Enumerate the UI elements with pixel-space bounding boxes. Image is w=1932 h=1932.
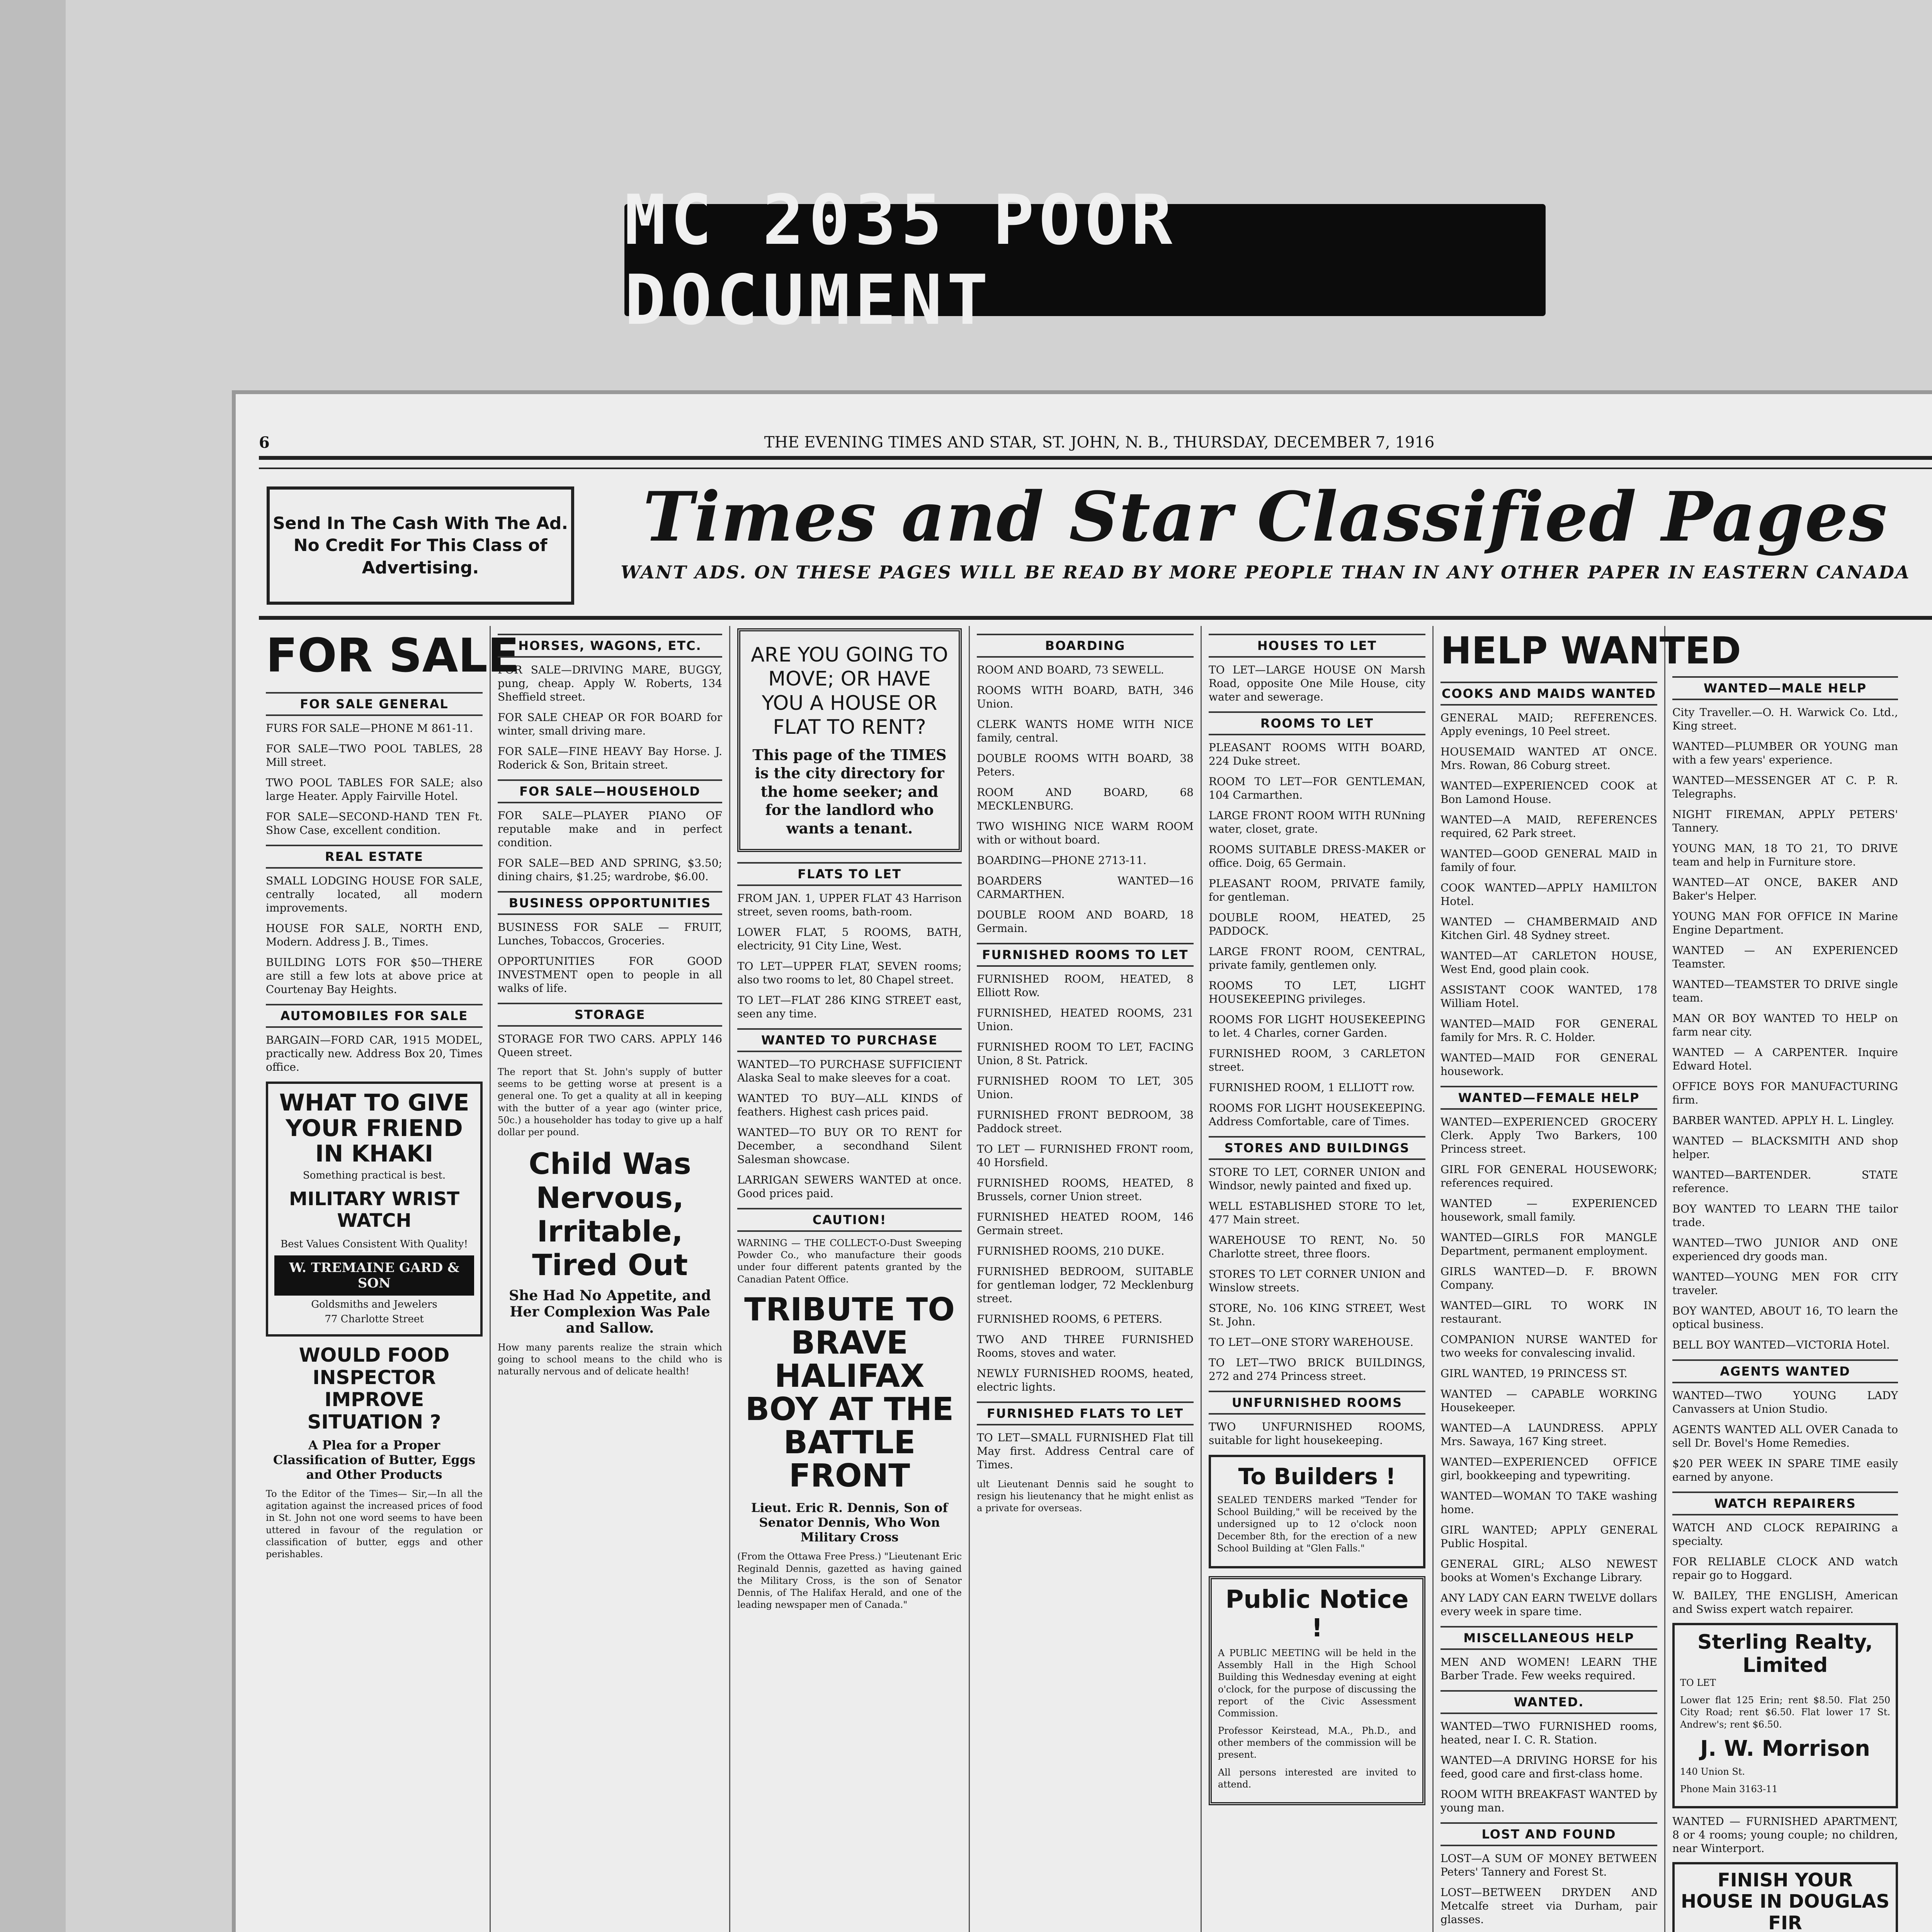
help-wanted-heading: HELP WANTED <box>1440 629 1741 672</box>
masthead <box>259 429 1932 460</box>
classified-ad: WANTED — BLACKSMITH AND shop helper. <box>1672 1134 1898 1161</box>
section-heading: STORAGE <box>498 1003 722 1027</box>
classified-ad: TWO POOL TABLES FOR SALE; also large Heater. Apply Fairville Hotel. <box>266 776 483 803</box>
douglas-heading: FINISH YOUR HOUSE IN DOUGLAS FIR <box>1680 1869 1890 1932</box>
classified-ad: ROOMS FOR LIGHT HOUSEKEEPING. Address Comfortable, care of Times. <box>1209 1102 1425 1128</box>
child-headline-2: Irritable, Tired Out <box>532 1214 688 1282</box>
classified-ad: FURS FOR SALE—PHONE M 861-11. <box>266 722 473 735</box>
section-heading: AUTOMOBILES FOR SALE <box>266 1004 483 1028</box>
public-notice-sig: Professor Keirstead, M.A., Ph.D., and other members of the commission will be present. <box>1218 1725 1416 1760</box>
classified-ad: WANTED—GIRL TO WORK IN restaurant. <box>1440 1299 1657 1325</box>
classified-ad: FURNISHED ROOM TO LET, 305 Union. <box>977 1075 1194 1101</box>
classified-ad: COOK WANTED—APPLY HAMILTON Hotel. <box>1440 881 1657 908</box>
classified-ad: OFFICE BOYS FOR MANUFACTURING firm. <box>1672 1080 1898 1106</box>
classified-ad: WANTED—TO BUY OR TO RENT for December, a secondhand Silent Salesman showcase. <box>737 1126 962 1166</box>
classified-ad: WANTED—AT ONCE, BAKER AND Baker's Helper. <box>1672 876 1898 902</box>
classified-ad: WANTED—MAID FOR GENERAL housework. <box>1440 1051 1657 1078</box>
classified-ad: HOUSEMAID WANTED AT ONCE. Mrs. Rowan, 86 Coburg street. <box>1440 745 1657 772</box>
builders-heading: To Builders ! <box>1238 1463 1396 1490</box>
section-heading: WANTED—FEMALE HELP <box>1440 1086 1657 1110</box>
classified-ad: WAREHOUSE TO RENT, No. 50 Charlotte street, three floors. <box>1209 1234 1425 1260</box>
sterling-heading: Sterling Realty, Limited <box>1697 1631 1873 1677</box>
column-male-help <box>1665 626 1905 1932</box>
section-heading: FURNISHED ROOMS TO LET <box>977 943 1194 967</box>
sterling-sub: TO LET <box>1680 1677 1716 1688</box>
classified-ad: CLERK WANTS HOME WITH NICE family, central. <box>977 718 1194 744</box>
poor-document-banner: MC 2035 POOR DOCUMENT <box>624 204 1546 316</box>
classified-ad: ROOMS FOR LIGHT HOUSEKEEPING to let. 4 Charles, corner Garden. <box>1209 1013 1425 1039</box>
khaki-addr: 77 Charlotte Street <box>325 1313 424 1325</box>
section-heading: WANTED—MALE HELP <box>1672 676 1898 700</box>
classified-ad: FURNISHED ROOM, 1 ELLIOTT row. <box>1209 1081 1415 1094</box>
classified-ad: BELL BOY WANTED—VICTORIA Hotel. <box>1672 1338 1890 1351</box>
page-subtitle: WANT ADS. ON THESE PAGES WILL BE READ BY MORE PEOPLE THAN IN ANY OTHER PAPER IN EASTERN CANADA <box>621 562 1910 583</box>
classified-ad: SMALL LODGING HOUSE FOR SALE, centrally located, all modern improvements. <box>266 874 483 914</box>
column-horses <box>491 626 730 1932</box>
classified-ad: FOR SALE CHEAP OR FOR BOARD for winter, small driving mare. <box>498 711 722 737</box>
butter-article-body: The report that St. John's supply of butter seems to be getting worse at present is a general one. To get a quality at all in keeping with the butter of a year ago (winter price, 50c.) a householder has today to give up a half dollar per pound. <box>498 1066 722 1138</box>
classified-ad: TO LET—ONE STORY WAREHOUSE. <box>1209 1336 1414 1349</box>
columns <box>259 626 1932 1932</box>
classified-ad: ANY LADY CAN EARN TWELVE dollars every week in spare time. <box>1440 1592 1657 1618</box>
public-notice <box>1209 1576 1425 1805</box>
classified-ad: FURNISHED FRONT BEDROOM, 38 Paddock street. <box>977 1109 1194 1135</box>
child-article <box>498 1147 722 1378</box>
classified-ad: WELL ESTABLISHED STORE TO let, 477 Main street. <box>1209 1200 1425 1226</box>
classified-ad: WANTED—A MAID, REFERENCES required, 62 Park street. <box>1440 813 1657 840</box>
classified-ad: WANTED—TWO FURNISHED rooms, heated, near I. C. R. Station. <box>1440 1720 1657 1746</box>
classified-ad: HOUSE FOR SALE, NORTH END, Modern. Address J. B., Times. <box>266 922 483 948</box>
classified-ad: WANTED—EXPERIENCED GROCERY Clerk. Apply Two Barkers, 100 Princess street. <box>1440 1116 1657 1155</box>
classified-ad: WANTED—TO PURCHASE SUFFICIENT Alaska Seal to make sleeves for a coat. <box>737 1058 962 1085</box>
classified-ad: WANTED—GIRLS FOR MANGLE Department, permanent employment. <box>1440 1231 1657 1257</box>
classified-ad: DOUBLE ROOM, HEATED, 25 PADDOCK. <box>1209 911 1425 937</box>
section-heading: LOST AND FOUND <box>1440 1822 1657 1846</box>
classified-ad: BUSINESS FOR SALE — FRUIT, Lunches, Tobaccos, Groceries. <box>498 921 722 947</box>
classified-ad: ROOM TO LET—FOR GENTLEMAN, 104 Carmarthen. <box>1209 775 1425 801</box>
sterling-phone: Phone Main 3163-11 <box>1680 1783 1778 1794</box>
section-heading: FURNISHED FLATS TO LET <box>977 1401 1194 1425</box>
classified-ad: YOUNG MAN, 18 TO 21, TO DRIVE team and help in Furniture store. <box>1672 842 1898 868</box>
classified-ad: WANTED—A DRIVING HORSE for his feed, good care and first-class home. <box>1440 1754 1657 1780</box>
for-sale-heading: FOR SALE <box>266 629 519 683</box>
classified-ad: FOR SALE—FINE HEAVY Bay Horse. J. Roderick & Son, Britain street. <box>498 745 722 771</box>
classified-ad: MAN OR BOY WANTED TO HELP on farm near city. <box>1672 1012 1898 1038</box>
film-edge-left <box>0 0 66 1932</box>
cash-notice: Send In The Cash With The Ad. No Credit For This Class of Advertising. <box>267 486 574 605</box>
classified-ad: MEN AND WOMEN! LEARN THE Barber Trade. Few weeks required. <box>1440 1656 1657 1682</box>
newspaper-page <box>232 390 1932 1932</box>
tribute-body: (From the Ottawa Free Press.) "Lieutenant Eric Reginald Dennis, gazetted as having gained the Military Cross, is the son of Senator Dennis, of The Halifax Herald, and one of the leading newspaper men of Canada." <box>737 1551 962 1611</box>
builders-notice <box>1209 1455 1425 1568</box>
public-notice-body: A PUBLIC MEETING will be held in the Assembly Hall in the High School Building this Wednesday evening at eight o'clock, for the purpose of discussing the report of the Civic Assessment Commission. <box>1218 1647 1416 1719</box>
classified-ad: FURNISHED ROOM, HEATED, 8 Elliott Row. <box>977 973 1194 999</box>
classified-ad: TWO UNFURNISHED ROOMS, suitable for light housekeeping. <box>1209 1420 1425 1447</box>
column-flats <box>730 626 970 1932</box>
section-heading: HOUSES TO LET <box>1209 634 1425 658</box>
classified-ad: WANTED—A LAUNDRESS. APPLY Mrs. Sawaya, 167 King street. <box>1440 1422 1657 1448</box>
classified-ad: FOR SALE—BED AND SPRING, $3.50; dining chairs, $1.25; wardrobe, $6.00. <box>498 857 722 883</box>
section-heading: FOR SALE GENERAL <box>266 692 483 716</box>
classified-ad: DOUBLE ROOM AND BOARD, 18 Germain. <box>977 908 1194 935</box>
classified-ad: $20 PER WEEK IN SPARE TIME easily earned by anyone. <box>1672 1457 1898 1483</box>
classified-ad: NEWLY FURNISHED ROOMS, heated, electric lights. <box>977 1367 1194 1393</box>
section-heading: WANTED TO PURCHASE <box>737 1028 962 1052</box>
classified-ad: FURNISHED ROOM TO LET, FACING Union, 8 St. Patrick. <box>977 1041 1194 1067</box>
classified-ad: BARBER WANTED. APPLY H. L. Lingley. <box>1672 1114 1895 1127</box>
caution-body: WARNING — THE COLLECT-O-Dust Sweeping Powder Co., who manufacture their goods under four different patents granted by the Canadian Patent Office. <box>737 1238 962 1285</box>
classified-ad: WANTED—GOOD GENERAL MAID in family of four. <box>1440 847 1657 874</box>
classified-ad: ROOMS TO LET, LIGHT HOUSEKEEPING privileges. <box>1209 979 1425 1005</box>
khaki-watch: MILITARY WRIST WATCH <box>289 1188 460 1231</box>
classified-ad: TO LET — FURNISHED FRONT room, 40 Horsfield. <box>977 1143 1194 1169</box>
classified-ad: LOST—A SUM OF MONEY BETWEEN Peters' Tannery and Forest St. <box>1440 1852 1657 1878</box>
classified-ad: TWO WISHING NICE WARM ROOM with or without board. <box>977 820 1194 846</box>
classified-ad: TO LET—LARGE HOUSE ON Marsh Road, opposite One Mile House, city water and sewerage. <box>1209 663 1425 703</box>
classified-ad: WANTED—TWO YOUNG LADY Canvassers at Union Studio. <box>1672 1389 1898 1415</box>
classified-ad: GIRL FOR GENERAL HOUSEWORK; references required. <box>1440 1163 1657 1189</box>
classified-ad: TO LET—UPPER FLAT, SEVEN rooms; also two rooms to let, 80 Chapel street. <box>737 960 962 986</box>
classified-ad: FURNISHED ROOM, 3 CARLETON street. <box>1209 1047 1425 1073</box>
classified-ad: ROOM AND BOARD, 68 MECKLENBURG. <box>977 786 1194 812</box>
classified-ad: GENERAL MAID; REFERENCES. Apply evenings, 10 Peel street. <box>1440 711 1657 738</box>
classified-ad: WANTED — EXPERIENCED housework, small family. <box>1440 1197 1657 1223</box>
classified-ad: WATCH AND CLOCK REPAIRING a specialty. <box>1672 1521 1898 1548</box>
classified-ad: ASSISTANT COOK WANTED, 178 William Hotel. <box>1440 983 1657 1010</box>
douglas-fir-ad <box>1672 1862 1898 1932</box>
classified-ad: City Traveller.—O. H. Warwick Co. Ltd., King street. <box>1672 706 1898 732</box>
classified-ad: FURNISHED ROOMS, HEATED, 8 Brussels, corner Union street. <box>977 1177 1194 1203</box>
child-deck: She Had No Appetite, and Her Complexion Was Pale and Sallow. <box>509 1287 711 1336</box>
classified-ad: STORES TO LET CORNER UNION and Winslow streets. <box>1209 1268 1425 1294</box>
classified-ad: GIRL WANTED; APPLY GENERAL Public Hospital. <box>1440 1524 1657 1550</box>
section-heading: STORES AND BUILDINGS <box>1209 1136 1425 1160</box>
section-heading: MISCELLANEOUS HELP <box>1440 1626 1657 1650</box>
section-heading: BOARDING <box>977 634 1194 658</box>
classified-ad: FURNISHED ROOMS, 6 PETERS. <box>977 1313 1162 1325</box>
section-heading: HORSES, WAGONS, ETC. <box>498 634 722 658</box>
tribute-headline: TRIBUTE TO BRAVE HALIFAX BOY AT THE BATTLE FRONT <box>744 1291 955 1495</box>
move-box <box>737 628 962 852</box>
classified-ad: FOR SALE—DRIVING MARE, BUGGY, pung, cheap. Apply W. Roberts, 134 Sheffield street. <box>498 663 722 703</box>
classified-ad: TO LET—TWO BRICK BUILDINGS, 272 and 274 Princess street. <box>1209 1356 1425 1383</box>
classified-ad: WANTED—TWO JUNIOR AND ONE experienced dry goods man. <box>1672 1236 1898 1263</box>
classified-ad: OPPORTUNITIES FOR GOOD INVESTMENT open to people in all walks of life. <box>498 955 722 995</box>
section-heading: UNFURNISHED ROOMS <box>1209 1391 1425 1415</box>
classified-ad: WANTED—YOUNG MEN FOR CITY traveler. <box>1672 1270 1898 1297</box>
child-body: How many parents realize the strain which going to school means to the child who is naturally nervous and of delicate health! <box>498 1342 722 1377</box>
classified-ad: ROOM AND BOARD, 73 SEWELL. <box>977 663 1164 676</box>
classified-ad: BOARDING—PHONE 2713-11. <box>977 854 1147 867</box>
sterling-addr: 140 Union St. <box>1680 1766 1745 1777</box>
classified-ad: GENERAL GIRL; ALSO NEWEST books at Women's Exchange Library. <box>1440 1558 1657 1584</box>
classified-ad: WANTED—PLUMBER OR YOUNG man with a few years' experience. <box>1672 740 1898 766</box>
section-heading: ROOMS TO LET <box>1209 711 1425 735</box>
sterling-name: J. W. Morrison <box>1700 1736 1870 1761</box>
classified-ad: GIRL WANTED, 19 PRINCESS ST. <box>1440 1367 1628 1380</box>
section-heading: FLATS TO LET <box>737 862 962 886</box>
classified-ad: COMPANION NURSE WANTED for two weeks for convalescing invalid. <box>1440 1333 1657 1359</box>
inspector-body: To the Editor of the Times— Sir,—In all the agitation against the increased prices of food in St. John not one word seems to have been uttered in favour of the regulation or classification of butter, eggs and other perishables. <box>266 1488 483 1560</box>
classified-ad: BOARDERS WANTED—16 CARMARTHEN. <box>977 874 1194 901</box>
tribute-deck: Lieut. Eric R. Dennis, Son of Senator Dennis, Who Won Military Cross <box>751 1500 948 1545</box>
classified-ad: LOST—BETWEEN DRYDEN AND Metcalfe street via Durham, pair glasses. <box>1440 1886 1657 1926</box>
column-houses <box>1202 626 1434 1932</box>
classified-ad: WANTED—MAID FOR GENERAL family for Mrs. R. C. Holder. <box>1440 1017 1657 1044</box>
classified-ad: WANTED—BARTENDER. STATE reference. <box>1672 1168 1898 1195</box>
section-heading: FOR SALE—HOUSEHOLD <box>498 779 722 803</box>
child-headline-1: Child Was Nervous, <box>529 1146 691 1215</box>
title-bar <box>259 468 1932 620</box>
classified-ad: YOUNG MAN FOR OFFICE IN Marine Engine Department. <box>1672 910 1898 936</box>
classified-ad: WANTED—MESSENGER AT C. P. R. Telegraphs. <box>1672 774 1898 800</box>
inspector-headline: WOULD FOOD INSPECTOR IMPROVE SITUATION ? <box>299 1344 450 1433</box>
classified-ad: STORE TO LET, CORNER UNION and Windsor, newly painted and fixed up. <box>1209 1166 1425 1192</box>
column-boarding <box>970 626 1202 1932</box>
classified-ad: LARGE FRONT ROOM WITH RUNning water, closet, grate. <box>1209 809 1425 835</box>
classified-ad: PLEASANT ROOMS WITH BOARD, 224 Duke street. <box>1209 741 1425 767</box>
khaki-intro: Something practical is best. <box>303 1170 446 1181</box>
public-notice-heading: Public Notice ! <box>1225 1585 1409 1643</box>
move-answer: This page of the TIMES is the city directory for the home seeker; and for the landlord who wants a tenant. <box>752 746 947 837</box>
classified-ad: ROOM WITH BREAKFAST WANTED by young man. <box>1440 1788 1657 1814</box>
classified-ad: FOR SALE—SECOND-HAND TEN Ft. Show Case, excellent condition. <box>266 810 483 837</box>
classified-ad: FURNISHED, HEATED ROOMS, 231 Union. <box>977 1007 1194 1033</box>
classified-ad: ROOMS WITH BOARD, BATH, 346 Union. <box>977 684 1194 710</box>
classified-ad: TO LET—SMALL FURNISHED Flat till May first. Address Central care of Times. <box>977 1431 1194 1471</box>
classified-ad: FROM JAN. 1, UPPER FLAT 43 Harrison street, seven rooms, bath-room. <box>737 892 962 918</box>
khaki-title: WHAT TO GIVE YOUR FRIEND IN KHAKI <box>279 1089 469 1167</box>
classified-ad: WANTED — CAPABLE WORKING Housekeeper. <box>1440 1388 1657 1414</box>
classified-ad: W. BAILEY, THE ENGLISH, American and Swiss expert watch repairer. <box>1672 1589 1898 1616</box>
classified-ad: WANTED—WOMAN TO TAKE washing home. <box>1440 1490 1657 1516</box>
classified-ad: BARGAIN—FORD CAR, 1915 MODEL, practically new. Address Box 20, Times office. <box>266 1034 483 1073</box>
builders-body: SEALED TENDERS marked "Tender for School Building," will be received by the undersigned up to 12 o'clock noon December 8th, for the erection of a new School Building at "Glen Falls." <box>1217 1495 1417 1554</box>
classified-ad: LARGE FRONT ROOM, CENTRAL, private family, gentlemen only. <box>1209 945 1425 971</box>
classified-ad: STORE, No. 106 KING STREET, West St. John. <box>1209 1302 1425 1328</box>
classified-ad: PLEASANT ROOM, PRIVATE family, for gentleman. <box>1209 877 1425 903</box>
section-heading: COOKS AND MAIDS WANTED <box>1440 682 1657 706</box>
khaki-sub: Goldsmiths and Jewelers <box>311 1299 437 1310</box>
classified-ad: NIGHT FIREMAN, APPLY PETERS' Tannery. <box>1672 808 1898 834</box>
public-notice-footer: All persons interested are invited to attend. <box>1218 1767 1416 1790</box>
classified-ad: BUILDING LOTS FOR $50—THERE are still a few lots at above price at Courtenay Bay Heights. <box>266 956 483 996</box>
classified-ad: WANTED—TEAMSTER TO DRIVE single team. <box>1672 978 1898 1004</box>
page-title: Times and Star Classified Pages <box>643 477 1888 557</box>
classified-ad: WANTED — AN EXPERIENCED Teamster. <box>1672 944 1898 970</box>
classified-ad: BOY WANTED, ABOUT 16, TO learn the optical business. <box>1672 1304 1898 1331</box>
classified-ad: BOY WANTED TO LEARN THE tailor trade. <box>1672 1202 1898 1229</box>
khaki-note: Best Values Consistent With Quality! <box>281 1238 468 1250</box>
khaki-ad <box>266 1082 483 1337</box>
section-heading: WATCH REPAIRERS <box>1672 1492 1898 1515</box>
classified-ad: WANTED—AT CARLETON HOUSE, West End, good plain cook. <box>1440 949 1657 976</box>
classified-ad: WANTED — A CARPENTER. Inquire Edward Hotel. <box>1672 1046 1898 1072</box>
classified-ad: DOUBLE ROOMS WITH BOARD, 38 Peters. <box>977 752 1194 778</box>
classified-ad: ROOMS SUITABLE DRESS-MAKER or office. Doig, 65 Germain. <box>1209 843 1425 869</box>
classified-ad: TWO AND THREE FURNISHED Rooms, stoves and water. <box>977 1333 1194 1359</box>
section-heading: WANTED. <box>1440 1690 1657 1714</box>
section-heading: BUSINESS OPPORTUNITIES <box>498 891 722 915</box>
classified-ad: WANTED TO BUY—ALL KINDS of feathers. Highest cash prices paid. <box>737 1092 962 1119</box>
classified-ad: LARRIGAN SEWERS WANTED at once. Good prices paid. <box>737 1173 962 1200</box>
classified-ad: AGENTS WANTED ALL OVER Canada to sell Dr. Bovel's Home Remedies. <box>1672 1423 1898 1449</box>
classified-ad: FURNISHED HEATED ROOM, 146 Germain street. <box>977 1211 1194 1237</box>
classified-ad: WANTED — FURNISHED APARTMENT, 8 or 4 rooms; young couple; no children, near Winterport. <box>1672 1815 1898 1855</box>
page-number: 6 <box>259 433 270 452</box>
section-heading: AGENTS WANTED <box>1672 1359 1898 1383</box>
column-for-sale <box>259 626 519 1932</box>
section-heading: REAL ESTATE <box>266 845 483 869</box>
classified-ad: FOR SALE—PLAYER PIANO OF reputable make and in perfect condition. <box>498 809 722 849</box>
khaki-name: W. TREMAINE GARD & SON <box>274 1255 474 1296</box>
classified-ad: WANTED—EXPERIENCED COOK at Bon Lamond House. <box>1440 779 1657 806</box>
classified-ad: GIRLS WANTED—D. F. BROWN Company. <box>1440 1265 1657 1291</box>
classified-ad: WANTED — CHAMBERMAID AND Kitchen Girl. 48 Sydney street. <box>1440 915 1657 942</box>
classified-ad: TO LET—FLAT 286 KING STREET east, seen any time. <box>737 994 962 1020</box>
dateline: THE EVENING TIMES AND STAR, ST. JOHN, N. B., THURSDAY, DECEMBER 7, 1916 <box>764 434 1435 451</box>
classified-ad: STORAGE FOR TWO CARS. APPLY 146 Queen street. <box>498 1032 722 1059</box>
classified-ad: FOR RELIABLE CLOCK AND watch repair go to Hoggard. <box>1672 1555 1898 1582</box>
classified-ad: FOR SALE—TWO POOL TABLES, 28 Mill street. <box>266 742 483 769</box>
classified-ad: FURNISHED BEDROOM, SUITABLE for gentleman lodger, 72 Mecklenburg street. <box>977 1265 1194 1305</box>
classified-ad: LOWER FLAT, 5 ROOMS, BATH, electricity, 91 City Line, West. <box>737 926 962 952</box>
tribute-continued: ult Lieutenant Dennis said he sought to resign his lieutenancy that he might enlist as a private for overseas. <box>977 1479 1194 1514</box>
move-question: ARE YOU GOING TO MOVE; OR HAVE YOU A HOUSE OR FLAT TO RENT? <box>751 643 948 739</box>
sterling-realty-ad <box>1672 1623 1898 1808</box>
section-heading: CAUTION! <box>737 1208 962 1232</box>
sterling-lines: Lower flat 125 Erin; rent $8.50. Flat 250 City Road; rent $6.50. Flat lower 17 St. Andrew's; rent $6.50. <box>1680 1695 1890 1730</box>
inspector-deck: A Plea for a Proper Classification of Butter, Eggs and Other Products <box>273 1438 476 1482</box>
classified-ad: FURNISHED ROOMS, 210 DUKE. <box>977 1245 1165 1257</box>
classified-ad: WANTED—EXPERIENCED OFFICE girl, bookkeeping and typewriting. <box>1440 1456 1657 1482</box>
